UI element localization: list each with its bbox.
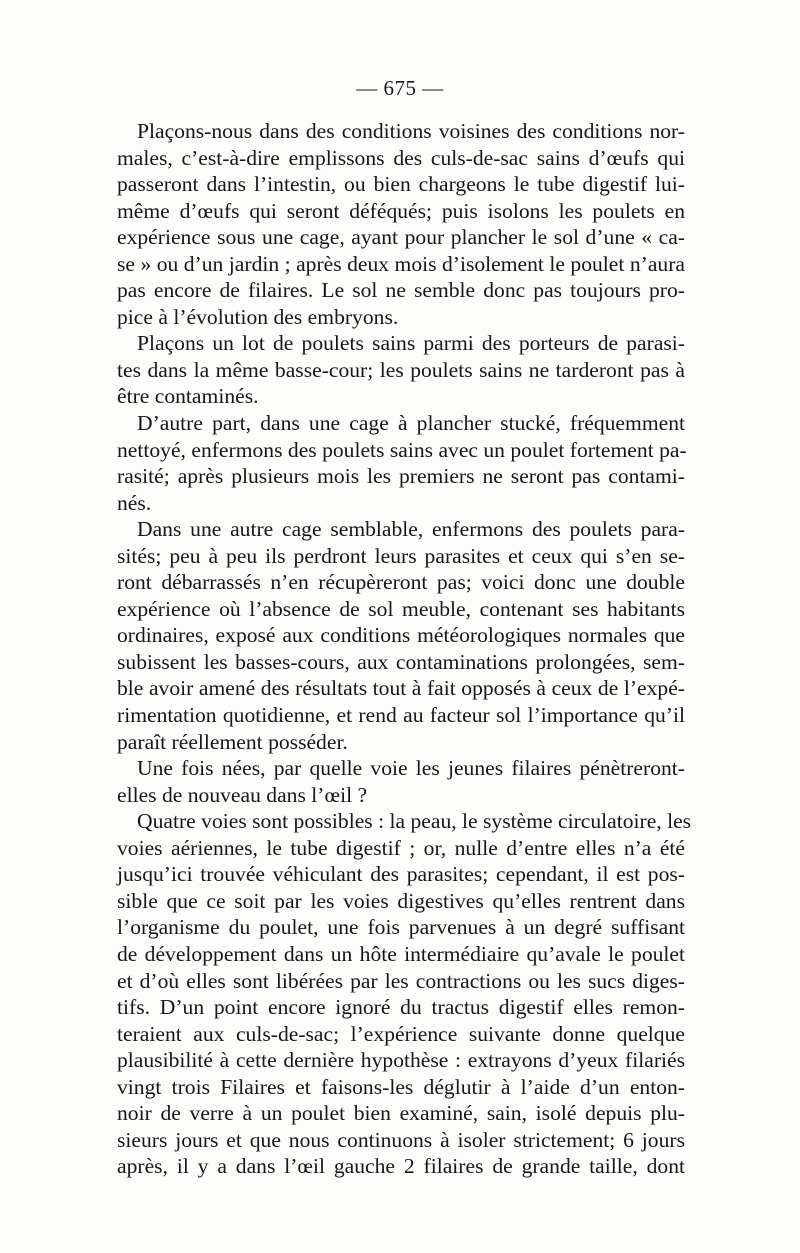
text-line: ble avoir amené des résultats tout à fait opposés à ceux de l’expé- bbox=[117, 676, 685, 701]
text-line: vingt trois Filaires et faisons-les déglutir à l’aide d’un enton- bbox=[117, 1074, 685, 1099]
text-line: Une fois nées, par quelle voie les jeunes filaires pénètreront- bbox=[137, 756, 685, 781]
text-line: Plaçons-nous dans des conditions voisines des conditions nor- bbox=[137, 119, 685, 143]
text-line: se » ou d’un jardin ; après deux mois d’isolement le poulet n’aura bbox=[117, 251, 685, 276]
text-line: rasité; après plusieurs mois les premiers ne seront pas contami- bbox=[117, 464, 685, 489]
text-line: D’autre part, dans une cage à plancher stucké, fréquemment bbox=[137, 411, 685, 436]
body-text bbox=[117, 118, 692, 1180]
text-line: subissent les basses-cours, aux contaminations prolongées, sem- bbox=[117, 649, 685, 674]
text-line: tifs. D’un point encore ignoré du tractus digestif elles remon- bbox=[117, 995, 685, 1020]
text-line: noir de verre à un poulet bien examiné, sain, isolé depuis plu- bbox=[117, 1101, 685, 1126]
text-line: ordinaires, exposé aux conditions météorologiques normales que bbox=[117, 623, 685, 648]
text-line: pas encore de filaires. Le sol ne semble donc pas toujours pro- bbox=[117, 278, 685, 303]
text-line: teraient aux culs-de-sac; l’expérience suivante donne quelque bbox=[117, 1021, 685, 1046]
text-line: plausibilité à cette dernière hypothèse : extrayons d’yeux filariés bbox=[117, 1048, 685, 1073]
text-line: rimentation quotidienne, et rend au facteur sol l’importance qu’il bbox=[117, 703, 685, 728]
text-line: être contaminés. bbox=[117, 384, 259, 409]
text-line: nés. bbox=[117, 490, 152, 515]
text-line: nettoyé, enfermons des poulets sains avec un poulet fortement pa- bbox=[117, 437, 687, 462]
text-line: ront débarrassés n’en récupèreront pas; voici donc une double bbox=[117, 570, 685, 595]
text-line: de développement dans un hôte intermédiaire qu’avale le poulet bbox=[117, 941, 685, 966]
text-line: voies aériennes, le tube digestif ; or, nulle d’entre elles n’a été bbox=[117, 835, 685, 860]
text-line: elles de nouveau dans l’œil ? bbox=[117, 782, 368, 807]
text-line: males, c’est-à-dire emplissons des culs-de-sac sains d’œufs qui bbox=[117, 145, 685, 170]
text-line: même d’œufs qui seront déféqués; puis isolons les poulets en bbox=[117, 198, 685, 223]
text-line: et d’où elles sont libérées par les contractions ou les sucs diges- bbox=[117, 968, 685, 993]
text-line: passeront dans l’intestin, ou bien chargeons le tube digestif lui- bbox=[117, 172, 685, 197]
text-line: après, il y a dans l’œil gauche 2 filaires de grande taille, dont bbox=[117, 1154, 685, 1179]
text-line: tes dans la même basse-cour; les poulets sains ne tarderont pas à bbox=[117, 357, 685, 382]
text-line: Dans une autre cage semblable, enfermons des poulets para- bbox=[137, 517, 685, 542]
text-line: l’organisme du poulet, une fois parvenues à un degré suffisant bbox=[117, 915, 685, 940]
text-line: expérience où l’absence de sol meuble, contenant ses habitants bbox=[117, 596, 685, 621]
text-line: sible que ce soit par les voies digestives qu’elles rentrent dans bbox=[117, 888, 685, 913]
text-line: sités; peu à peu ils perdront leurs parasites et ceux qui s’en se- bbox=[117, 543, 685, 568]
text-line: pice à l’évolution des embryons. bbox=[117, 304, 399, 329]
page-number: — 675 — bbox=[356, 76, 444, 100]
text-line: Plaçons un lot de poulets sains parmi des porteurs de parasi- bbox=[137, 331, 685, 356]
text-line: jusqu’ici trouvée véhiculant des parasites; cependant, il est pos- bbox=[117, 862, 685, 887]
text-line: Quatre voies sont possibles : la peau, le système circulatoire, les bbox=[137, 809, 692, 834]
text-line: expérience sous une cage, ayant pour plancher le sol d’une « ca- bbox=[117, 225, 685, 250]
text-line: sieurs jours et que nous continuons à isoler strictement; 6 jours bbox=[117, 1127, 685, 1152]
text-line: paraît réellement posséder. bbox=[117, 729, 348, 754]
